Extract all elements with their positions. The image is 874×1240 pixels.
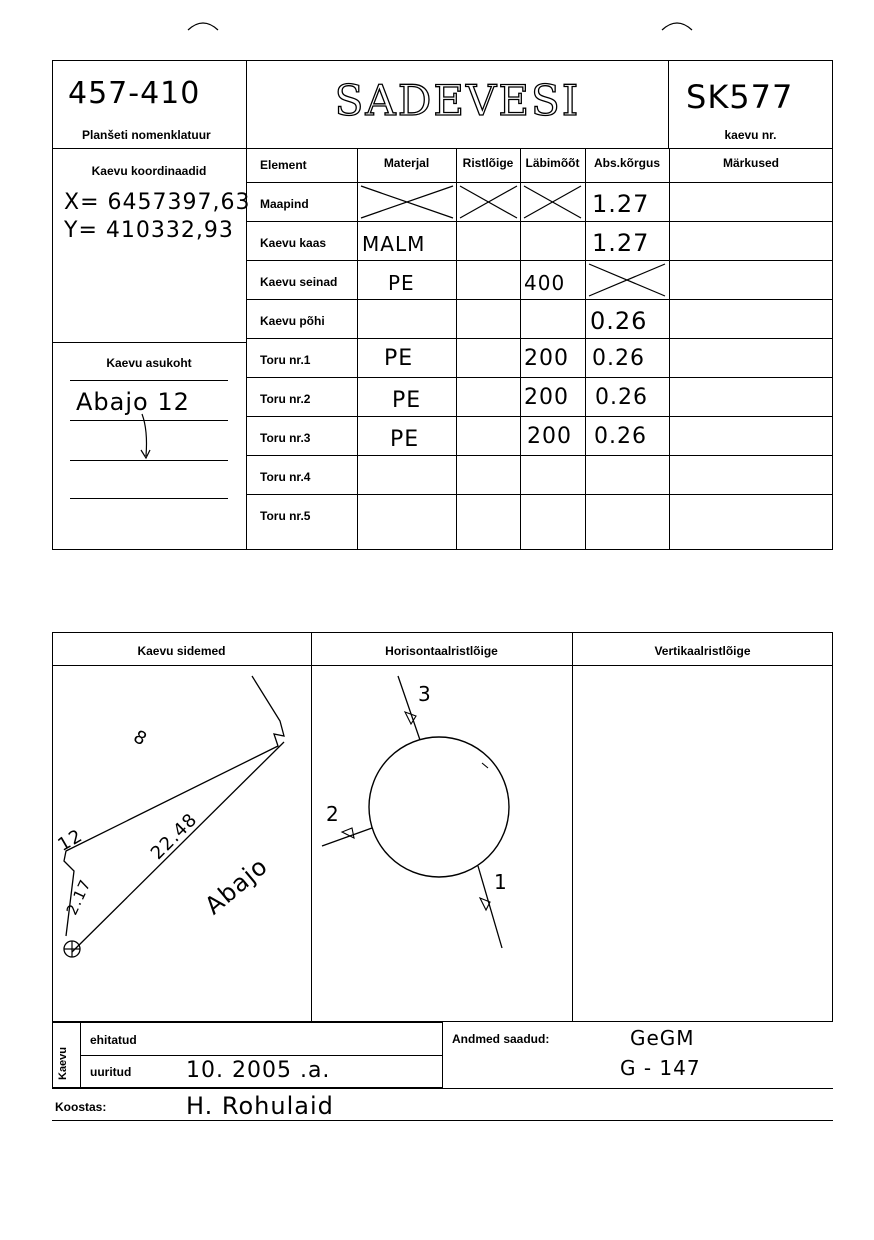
well-number: SK577 xyxy=(686,78,794,116)
cell-abs: 1.27 xyxy=(592,190,650,218)
col-header-remarks: Märkused xyxy=(722,156,780,170)
data-source-value: G - 147 xyxy=(620,1056,701,1080)
cell-material: PE xyxy=(384,346,414,371)
crossed-cell xyxy=(585,260,669,299)
cell-abs: 0.26 xyxy=(590,307,648,335)
pipe-label: 1 xyxy=(494,870,508,894)
cell-diameter: 200 xyxy=(524,346,569,371)
cell-abs: 0.26 xyxy=(595,385,648,410)
pipe-label: 2 xyxy=(326,802,340,826)
cell-material: PE xyxy=(392,388,422,413)
col-header-diameter: Läbimõõt xyxy=(525,156,580,170)
well-label: kaevu nr. xyxy=(724,128,777,142)
location-arrow xyxy=(136,410,156,462)
sketch-distance: 22.48 xyxy=(146,809,202,864)
row-element: Maapind xyxy=(260,197,309,211)
row-element: Kaevu seinad xyxy=(260,275,338,289)
location-value: Abajo 12 xyxy=(76,388,190,416)
col-header-cross-section: Ristlõige xyxy=(462,156,514,170)
col-header-abs-height: Abs.kõrgus xyxy=(593,156,660,170)
row-element: Kaevu kaas xyxy=(260,236,327,250)
cell-abs: 1.27 xyxy=(592,229,650,257)
cell-diameter: 400 xyxy=(524,271,566,295)
crossed-cells xyxy=(357,182,585,221)
sketch-number-12: 12 xyxy=(54,825,87,856)
data-source-value: GeGM xyxy=(630,1026,695,1050)
row-element: Toru nr.5 xyxy=(260,509,311,523)
row-element: Toru nr.1 xyxy=(260,353,311,367)
compiled-by: H. Rohulaid xyxy=(186,1092,334,1120)
col-header-element: Element xyxy=(260,158,307,172)
sketch-number-8: 8 xyxy=(129,726,151,751)
coordinates-label: Kaevu koordinaadid xyxy=(91,164,207,178)
built-label: ehitatud xyxy=(90,1033,137,1047)
cell-abs: 0.26 xyxy=(594,424,647,449)
vertical-section-label: Vertikaalristlõige xyxy=(654,644,751,658)
row-element: Toru nr.4 xyxy=(260,470,311,484)
cell-material: PE xyxy=(390,427,420,452)
row-element: Kaevu põhi xyxy=(260,314,325,328)
sheet-label: Planšeti nomenklatuur xyxy=(82,128,211,142)
cell-material: MALM xyxy=(362,232,426,256)
sketch-distance: 2.17 xyxy=(62,876,95,918)
form-title: SADEVESI xyxy=(334,76,581,125)
binder-marks xyxy=(0,0,874,60)
coord-x: X= 6457397,63 xyxy=(64,190,251,215)
cell-material: PE xyxy=(388,271,415,295)
data-source-label: Andmed saadud: xyxy=(452,1032,550,1046)
col-header-material: Materjal xyxy=(383,156,430,170)
cell-diameter: 200 xyxy=(527,424,572,449)
row-element: Toru nr.2 xyxy=(260,392,311,406)
surveyed-date: 10. 2005 .a. xyxy=(186,1058,331,1083)
pipe-label: 3 xyxy=(418,682,432,706)
compiled-label: Koostas: xyxy=(55,1100,107,1114)
coord-y: Y= 410332,93 xyxy=(64,218,234,243)
sheet-code: 457-410 xyxy=(68,76,201,111)
location-label: Kaevu asukoht xyxy=(106,356,192,370)
cell-diameter: 200 xyxy=(524,385,569,410)
row-element: Toru nr.3 xyxy=(260,431,311,445)
horizontal-section-label: Horisontaalristlõige xyxy=(385,644,498,658)
ties-label: Kaevu sidemed xyxy=(137,644,226,658)
horizontal-section-sketch xyxy=(312,666,572,1021)
side-label: Kaevu xyxy=(57,1046,69,1080)
surveyed-label: uuritud xyxy=(90,1065,132,1079)
cell-abs: 0.26 xyxy=(592,346,645,371)
sketch-street: Abajo xyxy=(199,851,274,921)
